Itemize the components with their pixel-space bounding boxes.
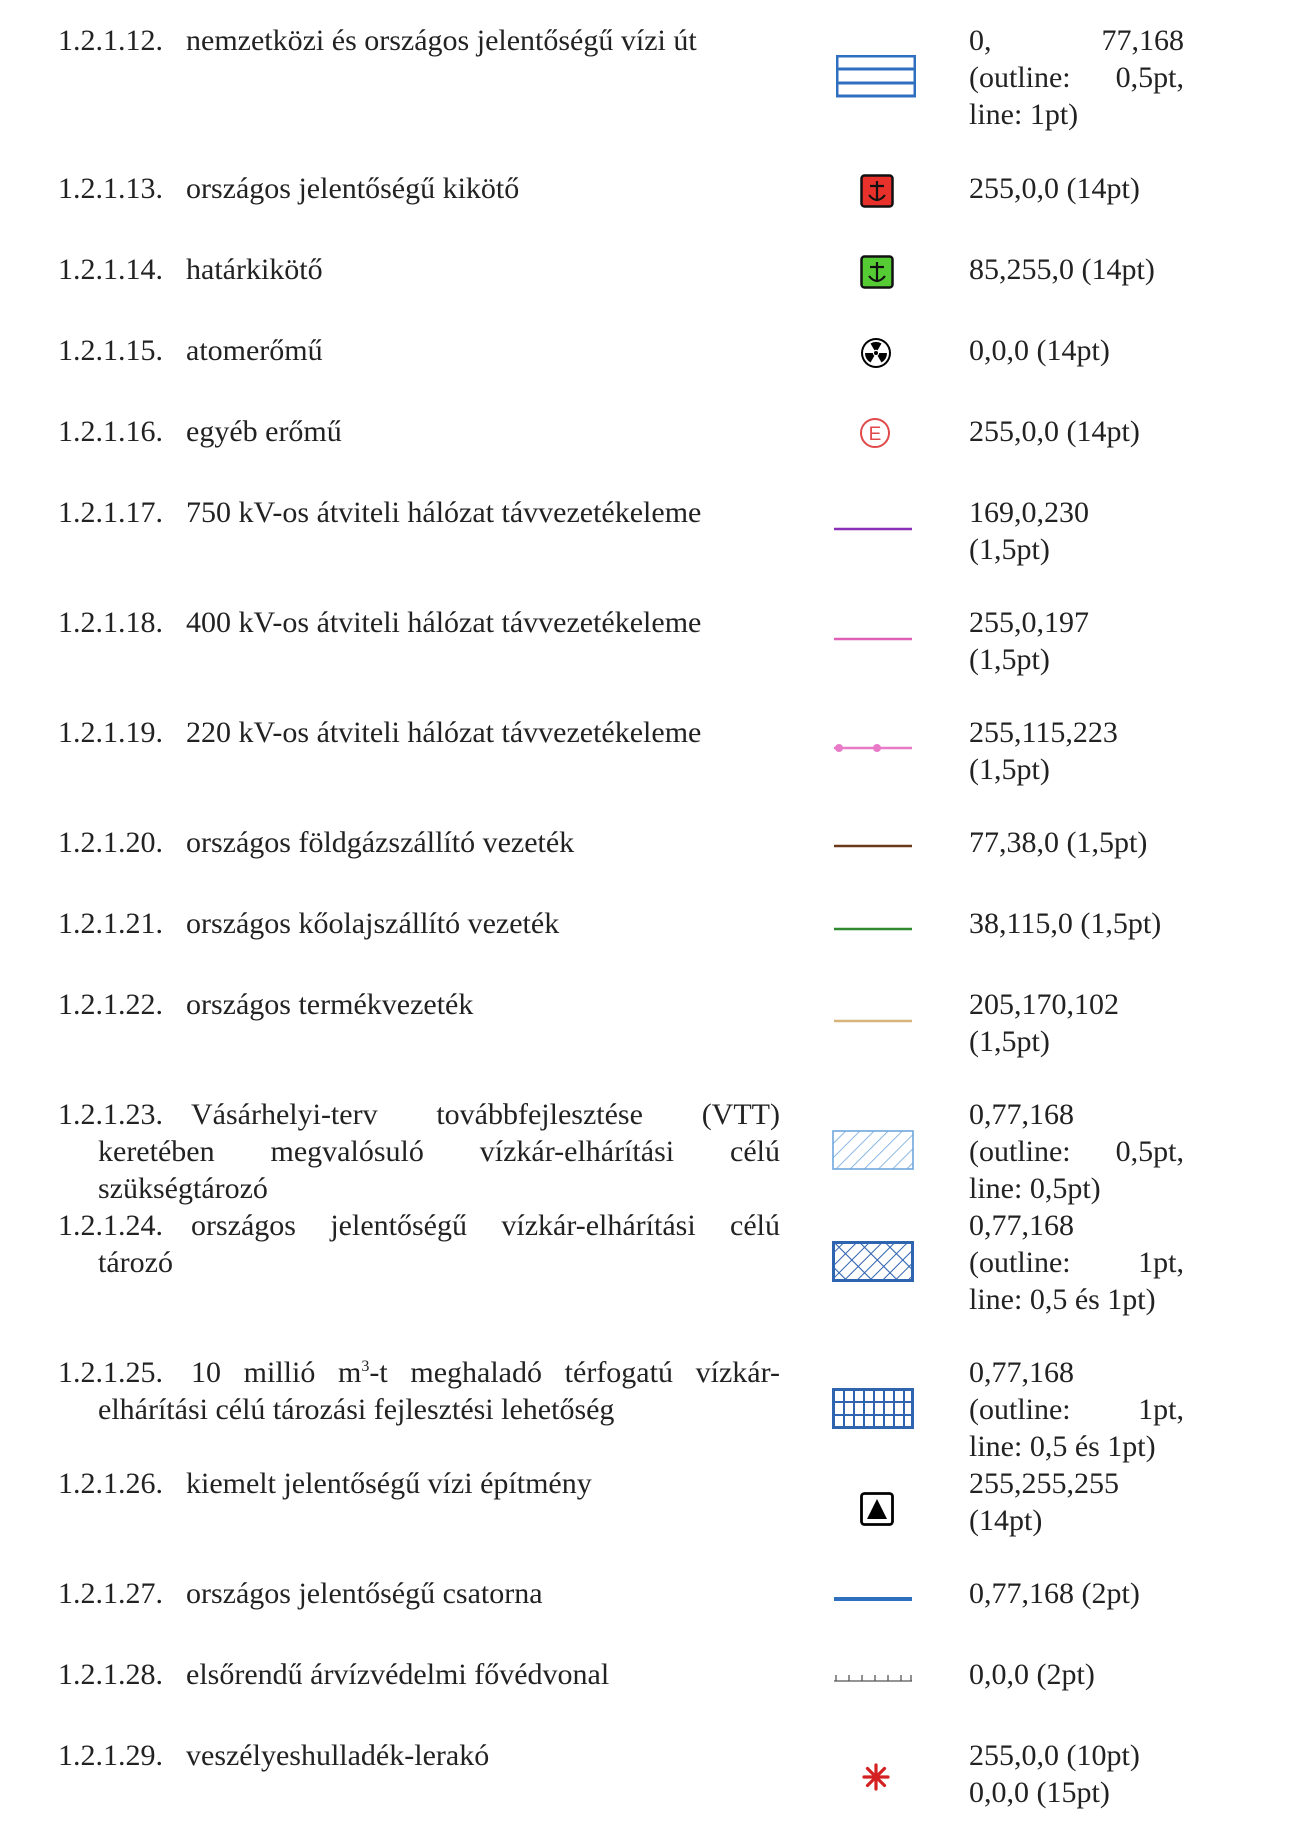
color-spec bbox=[969, 170, 1184, 207]
spec-line: 0,0,0 (14pt) bbox=[969, 334, 1110, 367]
spec-line: line: 0,5pt) bbox=[969, 1172, 1101, 1205]
color-spec bbox=[969, 986, 1184, 1060]
triple-blue-line-icon bbox=[836, 55, 916, 99]
row-number: 1.2.1.19. bbox=[58, 716, 163, 749]
row-label: Vásárhelyi-terv továbbfejlesztése (VTT) keretében megvalósuló vízkár-elhárítási célú szükségtározó bbox=[98, 1098, 780, 1205]
spec-line: line: 0,5 és 1pt) bbox=[969, 1283, 1156, 1316]
spec-line: 255,0,0 (14pt) bbox=[969, 172, 1140, 205]
row-number: 1.2.1.23. bbox=[58, 1098, 163, 1131]
row-label: országos jelentőségű csatorna bbox=[186, 1577, 543, 1610]
spec-line: 0,77,168 bbox=[969, 1209, 1074, 1242]
spec-line: 255,255,255 bbox=[969, 1467, 1119, 1500]
color-spec bbox=[969, 413, 1184, 450]
row-label: kiemelt jelentőségű vízi építmény bbox=[186, 1467, 592, 1500]
spec-line: (outline: 0,5pt, bbox=[969, 61, 1184, 94]
spec-line: 205,170,102 bbox=[969, 988, 1119, 1021]
row-label: határkikötő bbox=[186, 253, 323, 286]
color-spec bbox=[969, 1207, 1184, 1318]
spec-line: 38,115,0 (1,5pt) bbox=[969, 907, 1162, 940]
color-spec bbox=[969, 905, 1184, 942]
row-label: országos kőolajszállító vezeték bbox=[186, 907, 560, 940]
power-plant-glyph: E bbox=[868, 424, 882, 445]
row-label: országos jelentőségű vízkár-elhárítási célú tározó bbox=[98, 1209, 780, 1279]
row-number: 1.2.1.24. bbox=[58, 1209, 163, 1242]
row-label: országos földgázszállító vezeték bbox=[186, 826, 575, 859]
dense-hatch-icon bbox=[832, 1241, 914, 1283]
tan-line-icon bbox=[834, 1018, 914, 1024]
spec-line: 0,77,168 bbox=[969, 1356, 1074, 1389]
green-line-icon bbox=[834, 926, 914, 932]
red-anchor-icon bbox=[860, 174, 894, 208]
blue-thick-line-icon bbox=[834, 1595, 914, 1603]
color-spec bbox=[969, 22, 1184, 133]
spec-line: 255,115,223 bbox=[969, 716, 1118, 749]
spec-line: 0,77,168 bbox=[969, 1098, 1074, 1131]
row-label: elsőrendű árvízvédelmi fővédvonal bbox=[186, 1658, 610, 1691]
brown-line-icon bbox=[834, 843, 914, 849]
color-spec bbox=[969, 332, 1184, 369]
color-spec bbox=[969, 604, 1184, 678]
row-text bbox=[58, 1096, 780, 1207]
boxed-triangle-icon bbox=[860, 1492, 894, 1526]
row-number: 1.2.1.15. bbox=[58, 334, 163, 367]
color-spec bbox=[969, 1575, 1184, 1612]
green-anchor-icon bbox=[860, 255, 894, 289]
spec-line: (1,5pt) bbox=[969, 533, 1050, 566]
row-number: 1.2.1.20. bbox=[58, 826, 163, 859]
row-number: 1.2.1.27. bbox=[58, 1577, 163, 1610]
spec-line: (outline: 1pt, bbox=[969, 1393, 1184, 1426]
color-spec bbox=[969, 251, 1184, 288]
radiation-icon bbox=[860, 337, 892, 369]
row-label: veszélyeshulladék-lerakó bbox=[186, 1739, 490, 1772]
grid-box-icon bbox=[832, 1388, 914, 1430]
row-label: országos termékvezeték bbox=[186, 988, 474, 1021]
row-number: 1.2.1.25. bbox=[58, 1356, 163, 1389]
spec-line: 169,0,230 bbox=[969, 496, 1089, 529]
spec-line: (1,5pt) bbox=[969, 753, 1050, 786]
spec-line: 0, 77,168 bbox=[969, 24, 1184, 57]
row-number: 1.2.1.21. bbox=[58, 907, 163, 940]
spec-line: line: 0,5 és 1pt) bbox=[969, 1430, 1156, 1463]
purple-line-icon bbox=[834, 526, 914, 532]
spec-line: (1,5pt) bbox=[969, 643, 1050, 676]
spec-line: (outline: 1pt, bbox=[969, 1246, 1184, 1279]
row-text bbox=[58, 1207, 780, 1281]
row-number: 1.2.1.18. bbox=[58, 606, 163, 639]
color-spec bbox=[969, 714, 1184, 788]
row-number: 1.2.1.12. bbox=[58, 24, 163, 57]
light-hatch-icon bbox=[832, 1130, 914, 1172]
row-number: 1.2.1.13. bbox=[58, 172, 163, 205]
spec-line: 77,38,0 (1,5pt) bbox=[969, 826, 1148, 859]
row-number: 1.2.1.17. bbox=[58, 496, 163, 529]
circled-e-icon bbox=[858, 416, 892, 450]
row-text bbox=[58, 1354, 780, 1428]
spec-line: 0,0,0 (2pt) bbox=[969, 1658, 1095, 1691]
row-label: nemzetközi és országos jelentőségű vízi út bbox=[186, 24, 697, 57]
row-label: 400 kV-os átviteli hálózat távvezetékeleme bbox=[186, 606, 702, 639]
row-number: 1.2.1.22. bbox=[58, 988, 163, 1021]
row-label: országos jelentőségű kikötő bbox=[186, 172, 520, 205]
spec-line: 0,77,168 (2pt) bbox=[969, 1577, 1140, 1610]
color-spec bbox=[969, 1096, 1184, 1207]
row-number: 1.2.1.26. bbox=[58, 1467, 163, 1500]
row-label: atomerőmű bbox=[186, 334, 323, 367]
color-spec bbox=[969, 1465, 1184, 1539]
row-label: egyéb erőmű bbox=[186, 415, 342, 448]
spec-line: (14pt) bbox=[969, 1504, 1043, 1537]
tick-line-icon bbox=[834, 1672, 914, 1684]
pink-dotted-line-icon bbox=[834, 742, 916, 754]
color-spec bbox=[969, 824, 1184, 861]
row-number: 1.2.1.28. bbox=[58, 1658, 163, 1691]
spec-line: 85,255,0 (14pt) bbox=[969, 253, 1155, 286]
spec-line: 0,0,0 (15pt) bbox=[969, 1776, 1110, 1809]
spec-line: 255,0,0 (10pt) bbox=[969, 1739, 1140, 1772]
magenta-line-icon bbox=[834, 636, 914, 642]
color-spec bbox=[969, 1354, 1184, 1465]
color-spec bbox=[969, 1737, 1184, 1811]
red-asterisk-icon bbox=[861, 1762, 891, 1792]
spec-line: 255,0,197 bbox=[969, 606, 1089, 639]
row-number: 1.2.1.14. bbox=[58, 253, 163, 286]
row-number: 1.2.1.16. bbox=[58, 415, 163, 448]
row-label: 220 kV-os átviteli hálózat távvezetékeleme bbox=[186, 716, 702, 749]
row-label: 750 kV-os átviteli hálózat távvezetékeleme bbox=[186, 496, 702, 529]
spec-line: (1,5pt) bbox=[969, 1025, 1050, 1058]
color-spec bbox=[969, 1656, 1184, 1693]
row-number: 1.2.1.29. bbox=[58, 1739, 163, 1772]
color-spec bbox=[969, 494, 1184, 568]
row-label: 10 millió $m^3-t$ meghaladó térfogatú vízkár-elhárítási célú tározási fejlesztési lehetőség bbox=[98, 1356, 780, 1426]
spec-line: (outline: 0,5pt, bbox=[969, 1135, 1184, 1168]
spec-line: line: 1pt) bbox=[969, 98, 1079, 131]
spec-line: 255,0,0 (14pt) bbox=[969, 415, 1140, 448]
